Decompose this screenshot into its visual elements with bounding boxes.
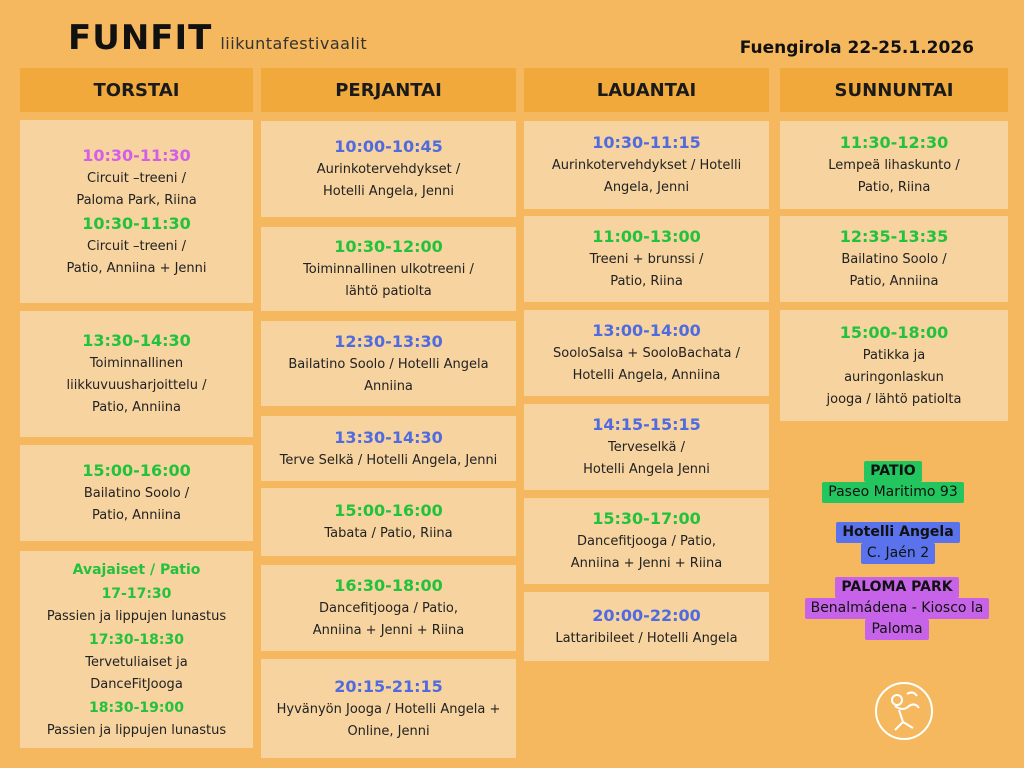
event-detail: Aurinkotervehdykset /: [316, 162, 461, 177]
event-time: 15:00-16:00: [82, 461, 191, 480]
event-detail: Patio, Anniina: [849, 274, 939, 289]
day-header-lauantai: LAUANTAI: [524, 68, 769, 112]
event-card: [261, 488, 516, 556]
event-time: 13:00-14:00: [592, 321, 701, 340]
event-detail: Hyvänyön Jooga / Hotelli Angela +: [276, 701, 501, 717]
event-detail: Circuit –treeni /: [87, 170, 186, 186]
event-detail: Terve Selkä / Hotelli Angela, Jenni: [279, 452, 498, 468]
event-card: [780, 310, 1008, 421]
legend-address: C. Jaén 2: [861, 543, 935, 564]
legend-name: Hotelli Angela: [836, 522, 959, 543]
event-detail: Toiminnallinen: [89, 356, 184, 371]
event-heading: 17-17:30: [101, 585, 172, 602]
event-heading: 17:30-18:30: [89, 631, 184, 648]
event-time: 12:30-13:30: [334, 331, 443, 351]
event-card: [261, 321, 516, 406]
dancer-logo-icon: [873, 680, 935, 742]
event-time: 11:30-12:30: [839, 133, 949, 152]
event-time: 20:15-21:15: [334, 676, 443, 696]
event-card: [261, 416, 516, 481]
event-time: 13:30-14:30: [82, 331, 191, 350]
legend-paloma-park: [787, 577, 1007, 640]
event-time: 10:30-11:30: [82, 213, 191, 233]
event-detail: Tabata / Patio, Riina: [324, 526, 453, 541]
event-detail: Anniina: [364, 378, 413, 394]
event-detail: Dancefitjooga / Patio,: [318, 601, 459, 616]
event-detail: Patio, Riina: [610, 274, 683, 289]
event-detail: Dancefitjooga / Patio,: [576, 534, 717, 549]
event-detail: Bailatino Soolo /: [841, 252, 947, 267]
event-detail: Tervetuliaiset ja: [85, 654, 188, 670]
event-time: 14:15-15:15: [592, 415, 701, 434]
day-header-torstai: TORSTAI: [20, 68, 253, 112]
event-time: 10:30-12:00: [334, 237, 443, 256]
event-detail: Paloma Park, Riina: [76, 192, 197, 208]
event-card: [20, 120, 253, 303]
day-header-sunnuntai: SUNNUNTAI: [780, 68, 1008, 112]
event-detail: Hotelli Angela, Jenni: [323, 184, 454, 199]
event-time: 10:30-11:30: [82, 145, 191, 165]
event-detail: Patio, Anniina + Jenni: [66, 260, 207, 276]
event-detail: lähtö patiolta: [345, 284, 432, 299]
event-detail: Angela, Jenni: [603, 180, 690, 195]
event-detail: auringonlaskun: [844, 369, 944, 385]
event-detail: Treeni + brunssi /: [589, 252, 704, 267]
event-card: [20, 311, 253, 437]
event-detail: Patikka ja: [862, 347, 926, 363]
event-card: [261, 565, 516, 651]
legend-address: Benalmádena - Kiosco la: [805, 598, 990, 619]
event-heading: Avajaiset / Patio: [72, 561, 201, 578]
event-card: [20, 551, 253, 748]
brand: [68, 18, 367, 58]
event-card: [780, 216, 1008, 302]
event-detail: SooloSalsa + SooloBachata /: [553, 346, 740, 361]
event-card: [20, 445, 253, 541]
legend-address: Paseo Maritimo 93: [822, 482, 963, 503]
event-card: [261, 659, 516, 758]
event-card: [524, 404, 769, 490]
event-heading: 18:30-19:00: [89, 699, 184, 716]
event-time: 15:00-18:00: [839, 322, 949, 342]
event-time: 16:30-18:00: [334, 576, 443, 595]
legend-name: PATIO: [864, 461, 921, 482]
event-time: 10:00-10:45: [334, 137, 443, 156]
event-detail: Hotelli Angela, Anniina: [572, 368, 721, 383]
event-detail: Patio, Anniina: [92, 400, 181, 415]
event-detail: Lattaribileet / Hotelli Angela: [555, 630, 738, 646]
legend-patio: [783, 461, 1003, 503]
event-detail: jooga / lähtö patiolta: [826, 391, 962, 407]
event-card: [524, 498, 769, 584]
event-detail: Online, Jenni: [347, 723, 430, 739]
event-card: [261, 227, 516, 311]
event-detail: Aurinkotervehdykset / Hotelli: [551, 158, 742, 173]
event-detail: Anniina + Jenni + Riina: [570, 556, 723, 571]
event-detail: Terveselkä /: [608, 440, 685, 455]
event-detail: Passien ja lippujen lunastus: [46, 608, 227, 624]
event-card: [524, 310, 769, 396]
event-detail: Passien ja lippujen lunastus: [46, 722, 227, 738]
event-detail: Circuit –treeni /: [87, 238, 186, 254]
event-time: 12:35-13:35: [839, 227, 949, 246]
event-detail: Lempeä lihaskunto /: [828, 158, 960, 173]
event-time: 15:00-16:00: [334, 501, 443, 520]
event-card: [524, 121, 769, 209]
event-detail: Bailatino Soolo / Hotelli Angela: [288, 356, 489, 372]
event-time: 11:00-13:00: [592, 227, 701, 246]
event-detail: Bailatino Soolo /: [83, 486, 190, 501]
event-detail: Patio, Riina: [857, 180, 931, 195]
event-detail: Toiminnallinen ulkotreeni /: [303, 262, 474, 277]
event-card: [524, 592, 769, 661]
legend-address: Paloma: [865, 619, 928, 640]
event-card: [780, 121, 1008, 209]
event-time: 10:30-11:15: [592, 133, 701, 152]
event-detail: Patio, Anniina: [92, 508, 181, 523]
event-time: 13:30-14:30: [334, 427, 443, 447]
legend-name: PALOMA PARK: [835, 577, 958, 598]
brand-subtitle: liikuntafestivaalit: [220, 34, 368, 53]
event-detail: liikkuvuusharjoittelu /: [66, 378, 207, 393]
event-detail: Hotelli Angela Jenni: [583, 462, 710, 477]
location-dates: Fuengirola 22-25.1.2026: [739, 38, 974, 58]
legend-hotelli-angela: [788, 522, 1008, 564]
event-card: [524, 216, 769, 302]
brand-title: FUNFIT: [68, 18, 213, 58]
event-card: [261, 121, 516, 217]
event-detail: Anniina + Jenni + Riina: [312, 623, 465, 638]
event-time: 15:30-17:00: [592, 509, 701, 528]
event-time: 20:00-22:00: [592, 605, 701, 625]
event-detail: DanceFitJooga: [90, 676, 183, 692]
day-header-perjantai: PERJANTAI: [261, 68, 516, 112]
